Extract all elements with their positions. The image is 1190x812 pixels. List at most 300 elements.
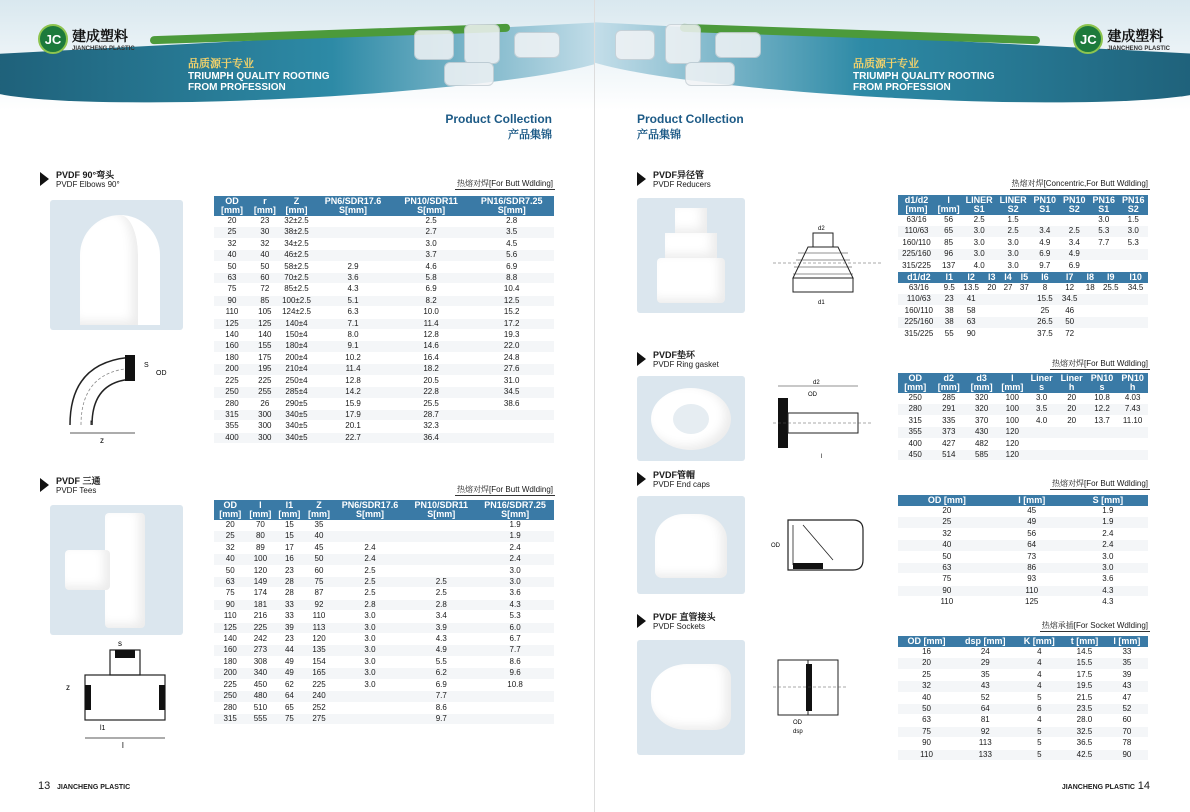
section-title-en: PVDF Elbows 90° bbox=[56, 180, 120, 189]
table-cell: 285±4 bbox=[280, 387, 314, 398]
table-cell: 27 bbox=[1000, 283, 1016, 294]
table-cell bbox=[1082, 328, 1098, 339]
table-cell: 8.2 bbox=[393, 295, 470, 306]
column-header: l [mm] bbox=[998, 373, 1027, 393]
table-cell: 100 bbox=[998, 415, 1027, 426]
table-row bbox=[214, 273, 554, 284]
table-cell: 3.0 bbox=[962, 249, 996, 260]
table-cell: 90 bbox=[214, 599, 246, 610]
table-cell bbox=[1117, 450, 1148, 461]
table-cell: 120 bbox=[998, 438, 1027, 449]
table-cell: 92 bbox=[304, 599, 333, 610]
table-cell: 482 bbox=[965, 438, 998, 449]
table-cell bbox=[334, 531, 407, 542]
table-cell: 2.5 bbox=[406, 577, 476, 588]
table-row bbox=[214, 330, 554, 341]
column-header: d2 [mm] bbox=[932, 373, 965, 393]
column-header: l1 [mm] bbox=[274, 500, 304, 520]
table-cell bbox=[984, 328, 1000, 339]
table-row bbox=[898, 540, 1148, 551]
table-cell bbox=[406, 554, 476, 565]
slogan-cn: 品质源于专业 bbox=[188, 58, 254, 70]
table-cell: 9.7 bbox=[406, 713, 476, 724]
table-cell: 11.4 bbox=[393, 318, 470, 329]
table-cell: 11.10 bbox=[1117, 415, 1148, 426]
table-cell: 96 bbox=[935, 249, 962, 260]
table-cell: 20.5 bbox=[393, 375, 470, 386]
table-cell bbox=[334, 702, 407, 713]
table-row bbox=[214, 421, 554, 432]
column-header: OD [mm] bbox=[898, 373, 932, 393]
table-cell: 3.0 bbox=[962, 226, 996, 237]
table-cell: 3.4 bbox=[1060, 237, 1089, 248]
table-cell: 62 bbox=[274, 679, 304, 690]
column-header: PN10 s bbox=[1087, 373, 1117, 393]
section-title-en: PVDF Sockets bbox=[653, 622, 706, 631]
table-cell: 90 bbox=[898, 738, 955, 749]
table-cell: 4.5 bbox=[469, 238, 554, 249]
table-cell: 3.0 bbox=[393, 238, 470, 249]
table-cell: 47 bbox=[1106, 692, 1148, 703]
svg-text:OD: OD bbox=[771, 543, 780, 549]
table-header-row bbox=[898, 195, 1148, 215]
table-cell: 41 bbox=[959, 294, 984, 305]
table-cell bbox=[469, 409, 554, 420]
page-number: 14 bbox=[1137, 780, 1150, 792]
table-cell: 75 bbox=[898, 726, 955, 737]
table-row bbox=[214, 238, 554, 249]
slogan bbox=[188, 55, 329, 93]
table-cell bbox=[984, 317, 1000, 328]
footer-right bbox=[1058, 780, 1150, 792]
table-cell bbox=[406, 531, 476, 542]
table-cell: 39 bbox=[1106, 669, 1148, 680]
table-cell: 120 bbox=[304, 634, 333, 645]
column-header: l2 bbox=[959, 272, 984, 283]
right-page bbox=[595, 0, 1190, 812]
table-cell: 16 bbox=[898, 647, 955, 658]
table-cell bbox=[1118, 260, 1148, 271]
table-cell: 25 bbox=[214, 227, 250, 238]
table-row bbox=[214, 216, 554, 227]
table-cell: 2.4 bbox=[334, 542, 407, 553]
table-cell: 26 bbox=[250, 398, 280, 409]
table-row bbox=[214, 375, 554, 386]
table-row bbox=[214, 645, 554, 656]
table-cell: 10.2 bbox=[313, 352, 393, 363]
column-header: l [mm] bbox=[935, 195, 962, 215]
table-cell: 6 bbox=[1016, 704, 1064, 715]
table-cell: 58±2.5 bbox=[280, 261, 314, 272]
collection-title bbox=[637, 112, 744, 142]
slogan-cn: 品质源于专业 bbox=[853, 58, 919, 70]
table-cell: 275 bbox=[304, 713, 333, 724]
table-cell: 1.9 bbox=[476, 531, 554, 542]
table-cell: 105 bbox=[250, 307, 280, 318]
socket-drawing bbox=[763, 650, 883, 735]
brand-name-cn: 建成塑料 bbox=[1107, 28, 1164, 44]
table-cell: 75 bbox=[214, 284, 250, 295]
endcaps-table bbox=[898, 495, 1148, 609]
svg-text:l: l bbox=[821, 454, 823, 460]
table-cell: 4.9 bbox=[1060, 249, 1089, 260]
table-cell: 1.5 bbox=[996, 215, 1030, 226]
table-cell: 14.5 bbox=[1063, 647, 1106, 658]
table-cell: 100 bbox=[998, 393, 1027, 404]
table-cell: 2.5 bbox=[962, 215, 996, 226]
table-cell: 2.8 bbox=[469, 216, 554, 227]
table-cell: 2.4 bbox=[1068, 540, 1148, 551]
table-row bbox=[898, 517, 1148, 528]
svg-text:l1: l1 bbox=[100, 725, 106, 732]
table-cell: 3.0 bbox=[334, 611, 407, 622]
table-cell: 10.8 bbox=[476, 679, 554, 690]
collection-title-en: Product Collection bbox=[637, 112, 744, 126]
column-header: PN16/SDR7.25 S[mm] bbox=[476, 500, 554, 520]
svg-text:OD: OD bbox=[793, 720, 802, 726]
table-cell: 3.0 bbox=[962, 237, 996, 248]
table-cell bbox=[1098, 328, 1123, 339]
table-row bbox=[898, 715, 1148, 726]
table-cell: 50 bbox=[250, 261, 280, 272]
table-cell: 28 bbox=[274, 588, 304, 599]
table-row bbox=[898, 692, 1148, 703]
table-cell: 5 bbox=[1016, 749, 1064, 760]
table-cell: 1.9 bbox=[476, 520, 554, 531]
brand-logo bbox=[38, 24, 135, 54]
collection-title bbox=[445, 112, 552, 142]
table-cell: 5 bbox=[1016, 726, 1064, 737]
table-cell: 4 bbox=[1016, 658, 1064, 669]
table-cell: 2.5 bbox=[1060, 226, 1089, 237]
table-cell: 2.8 bbox=[334, 599, 407, 610]
table-cell: 20 bbox=[1057, 404, 1087, 415]
table-cell: 65 bbox=[935, 226, 962, 237]
table-cell bbox=[984, 294, 1000, 305]
table-cell: 20.1 bbox=[313, 421, 393, 432]
table-row bbox=[214, 398, 554, 409]
table-row bbox=[214, 668, 554, 679]
table-cell bbox=[1089, 260, 1118, 271]
column-header: Z [mm] bbox=[304, 500, 333, 520]
table-cell: 8.8 bbox=[469, 273, 554, 284]
table-cell: 75 bbox=[898, 574, 996, 585]
table-cell: 1.9 bbox=[1068, 506, 1148, 517]
table-cell: 110 bbox=[996, 585, 1068, 596]
gasket-table bbox=[898, 373, 1148, 461]
table-cell: 6.9 bbox=[1060, 260, 1089, 271]
table-cell bbox=[1000, 317, 1016, 328]
table-cell: 225/160 bbox=[898, 249, 935, 260]
table-cell: 9.6 bbox=[476, 668, 554, 679]
table-cell: 225 bbox=[246, 622, 274, 633]
table-cell: 290±5 bbox=[280, 398, 314, 409]
table-cell: 2.5 bbox=[393, 216, 470, 227]
table-cell: 340 bbox=[246, 668, 274, 679]
table-cell: 8.0 bbox=[313, 330, 393, 341]
table-cell: 3.0 bbox=[996, 249, 1030, 260]
table-cell: 7.7 bbox=[406, 691, 476, 702]
table-row bbox=[898, 738, 1148, 749]
table-cell: 3.6 bbox=[1068, 574, 1148, 585]
table-cell: 5.3 bbox=[476, 611, 554, 622]
table-cell: 7.7 bbox=[476, 645, 554, 656]
table-cell bbox=[1118, 249, 1148, 260]
table-cell: 6.9 bbox=[406, 679, 476, 690]
table-cell: 4.3 bbox=[313, 284, 393, 295]
table-row bbox=[898, 506, 1148, 517]
jc-logo-icon: JC bbox=[1073, 24, 1103, 54]
table-cell: 14.2 bbox=[313, 387, 393, 398]
collection-title-cn: 产品集锦 bbox=[637, 129, 681, 141]
table-cell: 100±2.5 bbox=[280, 295, 314, 306]
table-cell: 40 bbox=[250, 250, 280, 261]
section-gasket bbox=[635, 350, 1150, 370]
table-row bbox=[214, 318, 554, 329]
table-row bbox=[214, 341, 554, 352]
table-cell: 12 bbox=[1057, 283, 1082, 294]
table-cell: 3.6 bbox=[476, 588, 554, 599]
table-cell: 90 bbox=[898, 585, 996, 596]
table-row bbox=[214, 432, 554, 443]
table-cell: 20 bbox=[1057, 415, 1087, 426]
section-title-cn: PVDF 三通 bbox=[56, 476, 101, 486]
table-cell: 22.0 bbox=[469, 341, 554, 352]
table-cell: 280 bbox=[214, 702, 246, 713]
table-cell bbox=[1123, 294, 1148, 305]
table-cell: 12.8 bbox=[313, 375, 393, 386]
table-row bbox=[214, 554, 554, 565]
table-cell bbox=[1087, 450, 1117, 461]
footer-brand: JIANCHENG PLASTIC bbox=[57, 784, 131, 791]
table-cell: 5 bbox=[1016, 692, 1064, 703]
column-header: r [mm] bbox=[250, 196, 280, 216]
table-cell: 70±2.5 bbox=[280, 273, 314, 284]
table-cell: 80 bbox=[246, 531, 274, 542]
table-cell: 22.7 bbox=[313, 432, 393, 443]
column-header: dsp [mm] bbox=[955, 636, 1015, 647]
table-cell: 15.9 bbox=[313, 398, 393, 409]
table-cell: 30 bbox=[250, 227, 280, 238]
table-row bbox=[214, 520, 554, 531]
table-cell: 200 bbox=[214, 364, 250, 375]
table-cell bbox=[1082, 305, 1098, 316]
table-cell: 56 bbox=[996, 528, 1068, 539]
table-cell: 2.5 bbox=[996, 226, 1030, 237]
table-cell: 64 bbox=[996, 540, 1068, 551]
column-header: l1 bbox=[940, 272, 959, 283]
table-cell: 4.6 bbox=[393, 261, 470, 272]
table-row bbox=[214, 295, 554, 306]
table-cell: 31.0 bbox=[469, 375, 554, 386]
table-cell: 4.9 bbox=[406, 645, 476, 656]
reducer-drawing bbox=[763, 218, 893, 313]
tee-drawing bbox=[60, 640, 180, 750]
table-row bbox=[898, 563, 1148, 574]
table-row bbox=[898, 294, 1148, 305]
table-row bbox=[898, 681, 1148, 692]
table-cell: 2.5 bbox=[334, 577, 407, 588]
table-cell: 6.9 bbox=[393, 284, 470, 295]
table-cell: 3.0 bbox=[1118, 226, 1148, 237]
table-cell: 15.5 bbox=[1033, 294, 1058, 305]
table-cell: 125 bbox=[250, 318, 280, 329]
section-arrow-icon bbox=[637, 172, 646, 186]
table-cell: 26.5 bbox=[1033, 317, 1058, 328]
table-cell: 255 bbox=[250, 387, 280, 398]
column-header: PN10/SDR11 S[mm] bbox=[393, 196, 470, 216]
table-cell: 10.0 bbox=[393, 307, 470, 318]
column-header: Liner h bbox=[1057, 373, 1087, 393]
table-header-row bbox=[898, 373, 1148, 393]
table-cell: 46±2.5 bbox=[280, 250, 314, 261]
table-cell: 34.5 bbox=[1057, 294, 1082, 305]
section-title-en: PVDF End caps bbox=[653, 480, 710, 489]
jc-logo-icon: JC bbox=[38, 24, 68, 54]
table-cell: 25 bbox=[214, 531, 246, 542]
table-cell: 555 bbox=[246, 713, 274, 724]
table-cell: 3.0 bbox=[334, 656, 407, 667]
table-row bbox=[898, 647, 1148, 658]
table-cell: 2.4 bbox=[334, 554, 407, 565]
table-cell: 10.4 bbox=[469, 284, 554, 295]
table-cell: 155 bbox=[250, 341, 280, 352]
table-cell: 3.7 bbox=[393, 250, 470, 261]
table-cell: 308 bbox=[246, 656, 274, 667]
table-cell: 210±4 bbox=[280, 364, 314, 375]
table-cell: 4 bbox=[1016, 647, 1064, 658]
table-row bbox=[898, 574, 1148, 585]
table-cell: 9.7 bbox=[1030, 260, 1059, 271]
table-cell: 124±2.5 bbox=[280, 307, 314, 318]
header-fittings-image bbox=[404, 22, 594, 92]
table-cell: 7.43 bbox=[1117, 404, 1148, 415]
column-header: LINER S1 bbox=[962, 195, 996, 215]
section-arrow-icon bbox=[40, 172, 49, 186]
table-cell: 450 bbox=[898, 450, 932, 461]
table-cell: 3.0 bbox=[996, 237, 1030, 248]
elbow-drawing bbox=[60, 345, 180, 445]
table-cell: 514 bbox=[932, 450, 965, 461]
table-cell bbox=[1087, 427, 1117, 438]
table-row bbox=[898, 450, 1148, 461]
table-cell: 3.5 bbox=[469, 227, 554, 238]
svg-text:r: r bbox=[90, 418, 93, 427]
table-cell bbox=[1027, 427, 1057, 438]
table-row bbox=[214, 409, 554, 420]
svg-text:z: z bbox=[66, 683, 70, 692]
table-cell: 125 bbox=[214, 318, 250, 329]
table-row bbox=[214, 352, 554, 363]
slogan-en-line2: FROM PROFESSION bbox=[853, 82, 951, 93]
table-cell bbox=[1057, 438, 1087, 449]
table-cell: 373 bbox=[932, 427, 965, 438]
table-cell: 23 bbox=[250, 216, 280, 227]
table-cell: 300 bbox=[250, 421, 280, 432]
table-row bbox=[214, 588, 554, 599]
table-cell: 15.5 bbox=[1063, 658, 1106, 669]
elbows-table bbox=[214, 196, 554, 444]
table-cell: 49 bbox=[996, 517, 1068, 528]
table-cell: 75 bbox=[274, 713, 304, 724]
table-cell: 25 bbox=[898, 669, 955, 680]
table-cell: 12.8 bbox=[393, 330, 470, 341]
table-cell: 252 bbox=[304, 702, 333, 713]
section-tees bbox=[38, 476, 555, 496]
endcap-drawing bbox=[763, 505, 883, 580]
table-cell: 23 bbox=[274, 634, 304, 645]
column-header: PN6/SDR17.6 S[mm] bbox=[334, 500, 407, 520]
table-header-row bbox=[898, 495, 1148, 506]
table-cell: 160 bbox=[214, 645, 246, 656]
table-cell bbox=[1030, 215, 1059, 226]
table-cell: 22.8 bbox=[393, 387, 470, 398]
table-cell: 110/63 bbox=[898, 226, 935, 237]
table-cell: 113 bbox=[955, 738, 1015, 749]
column-header: l3 bbox=[984, 272, 1000, 283]
table-cell: 63 bbox=[898, 715, 955, 726]
column-header: PN10/SDR11 S[mm] bbox=[406, 500, 476, 520]
table-row bbox=[214, 599, 554, 610]
gasket-photo bbox=[637, 376, 745, 461]
table-cell: 3.0 bbox=[1027, 393, 1057, 404]
table-row bbox=[898, 669, 1148, 680]
table-cell bbox=[334, 520, 407, 531]
table-cell: 250 bbox=[214, 387, 250, 398]
table-cell: 75 bbox=[214, 588, 246, 599]
table-cell: 50 bbox=[304, 554, 333, 565]
table-cell bbox=[469, 421, 554, 432]
table-cell: 32.5 bbox=[1063, 726, 1106, 737]
table-row bbox=[898, 749, 1148, 760]
table-row bbox=[214, 577, 554, 588]
column-header: OD [mm] bbox=[214, 196, 250, 216]
table-cell: 33 bbox=[274, 611, 304, 622]
table-row bbox=[898, 551, 1148, 562]
column-header: PN16 S2 bbox=[1118, 195, 1148, 215]
table-cell: 20 bbox=[1057, 393, 1087, 404]
column-header: l [mm] bbox=[246, 500, 274, 520]
table-cell bbox=[1000, 328, 1016, 339]
table-cell: 35 bbox=[1106, 658, 1148, 669]
table-cell: 180±4 bbox=[280, 341, 314, 352]
table-cell: 110 bbox=[304, 611, 333, 622]
table-row bbox=[214, 565, 554, 576]
table-cell: 250 bbox=[214, 691, 246, 702]
table-cell: 24.8 bbox=[469, 352, 554, 363]
table-cell: 32 bbox=[214, 238, 250, 249]
table-cell bbox=[334, 713, 407, 724]
table-cell: 63 bbox=[214, 577, 246, 588]
table-cell: 110 bbox=[214, 307, 250, 318]
table-cell bbox=[1000, 294, 1016, 305]
table-cell: 140 bbox=[214, 330, 250, 341]
table-cell: 120 bbox=[998, 427, 1027, 438]
table-cell: 5 bbox=[1016, 738, 1064, 749]
table-cell: 32 bbox=[250, 238, 280, 249]
table-cell: 63/16 bbox=[898, 283, 940, 294]
table-cell: 58 bbox=[959, 305, 984, 316]
svg-text:d1: d1 bbox=[818, 300, 825, 306]
table-row bbox=[214, 307, 554, 318]
svg-text:d2: d2 bbox=[818, 226, 825, 232]
table-header-row bbox=[898, 636, 1148, 647]
brand-name-cn: 建成塑料 bbox=[72, 28, 128, 44]
table-cell: 320 bbox=[965, 393, 998, 404]
table-cell bbox=[476, 702, 554, 713]
table-cell: 18.2 bbox=[393, 364, 470, 375]
table-cell: 280 bbox=[898, 404, 932, 415]
